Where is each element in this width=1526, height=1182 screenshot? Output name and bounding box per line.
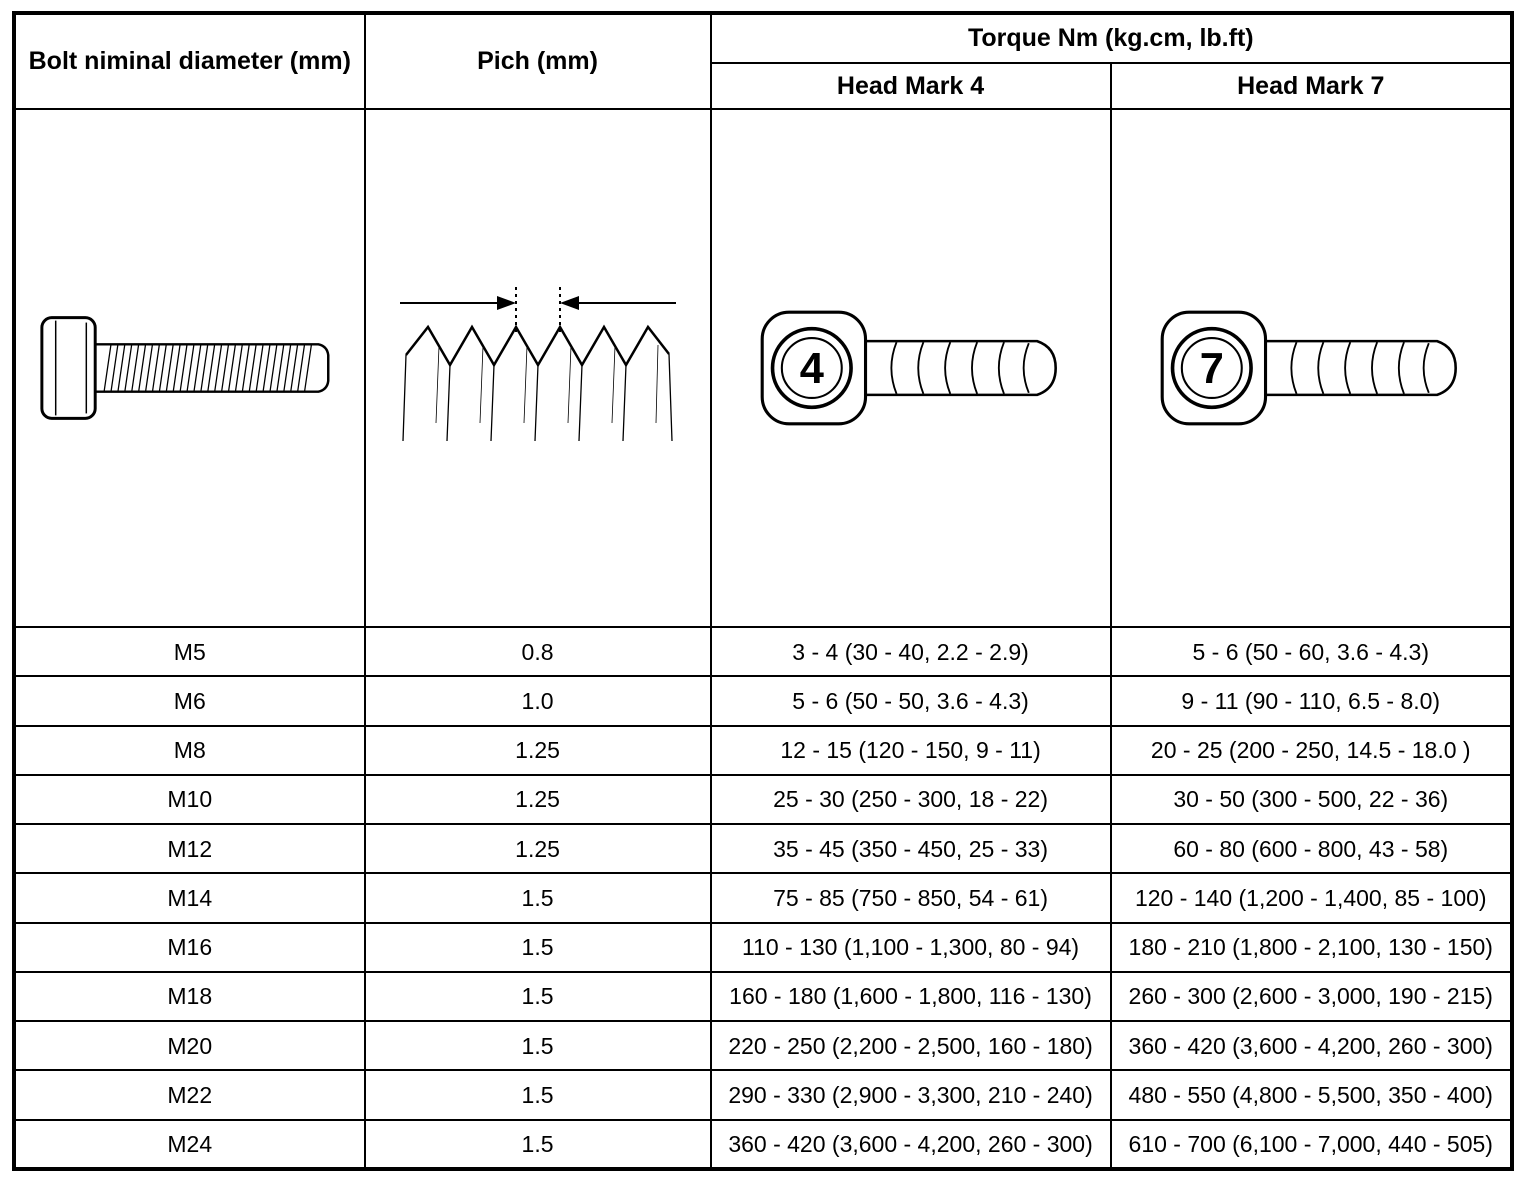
pitch-cell: 1.5	[365, 1070, 711, 1119]
column-header-pitch: Pich (mm)	[365, 13, 711, 109]
bolt-diameter-cell: M18	[14, 972, 365, 1021]
pitch-cell: 1.25	[365, 824, 711, 873]
table-row	[14, 873, 1512, 922]
pitch-cell: 0.8	[365, 627, 711, 676]
head-mark-7-torque-cell: 60 - 80 (600 - 800, 43 - 58)	[1111, 824, 1512, 873]
bolt-diameter-cell: M20	[14, 1021, 365, 1070]
head-mark-4-torque-cell: 5 - 6 (50 - 50, 3.6 - 4.3)	[711, 676, 1111, 725]
socket-bolt-illustration	[24, 303, 356, 433]
bolt-diameter-illustration-cell	[14, 109, 365, 627]
pitch-illustration-cell	[365, 109, 711, 627]
table-row	[14, 824, 1512, 873]
head-mark-7-bolt-illustration	[1120, 306, 1502, 430]
bolt-diameter-cell: M8	[14, 726, 365, 775]
table-row	[14, 1021, 1512, 1070]
table-row	[14, 627, 1512, 676]
head-mark-7-bolt-icon	[1156, 306, 1466, 430]
bolt-diameter-cell: M5	[14, 627, 365, 676]
bolt-diameter-cell: M24	[14, 1120, 365, 1169]
head-mark-7-illustration-cell	[1111, 109, 1512, 627]
table-row	[14, 775, 1512, 824]
head-mark-7-torque-cell: 20 - 25 (200 - 250, 14.5 - 18.0 )	[1111, 726, 1512, 775]
head-mark-7-torque-cell: 5 - 6 (50 - 60, 3.6 - 4.3)	[1111, 627, 1512, 676]
head-mark-4-torque-cell: 220 - 250 (2,200 - 2,500, 160 - 180)	[711, 1021, 1111, 1070]
table-row	[14, 676, 1512, 725]
head-mark-7-torque-cell: 180 - 210 (1,800 - 2,100, 130 - 150)	[1111, 923, 1512, 972]
column-header-head-mark-7: Head Mark 7	[1111, 63, 1512, 109]
illustration-row	[14, 109, 1512, 627]
bolt-diameter-cell: M22	[14, 1070, 365, 1119]
head-mark-4-bolt-illustration	[720, 306, 1102, 430]
pitch-cell: 1.5	[365, 1120, 711, 1169]
column-header-torque-group: Torque Nm (kg.cm, lb.ft)	[711, 13, 1512, 63]
head-mark-7-torque-cell: 9 - 11 (90 - 110, 6.5 - 8.0)	[1111, 676, 1512, 725]
head-mark-4-torque-cell: 160 - 180 (1,600 - 1,800, 116 - 130)	[711, 972, 1111, 1021]
head-mark-7-torque-cell: 360 - 420 (3,600 - 4,200, 260 - 300)	[1111, 1021, 1512, 1070]
head-mark-7-torque-cell: 480 - 550 (4,800 - 5,500, 350 - 400)	[1111, 1070, 1512, 1119]
table-row	[14, 1070, 1512, 1119]
table-row	[14, 972, 1512, 1021]
thread-pitch-icon	[388, 283, 688, 453]
table-row	[14, 726, 1512, 775]
header-row-1	[14, 13, 1512, 63]
head-mark-4-number: 4	[799, 345, 824, 394]
table-row	[14, 1120, 1512, 1169]
bolt-diameter-cell: M14	[14, 873, 365, 922]
head-mark-4-illustration-cell	[711, 109, 1111, 627]
bolt-diameter-cell: M16	[14, 923, 365, 972]
bolt-diameter-cell: M12	[14, 824, 365, 873]
head-mark-4-torque-cell: 110 - 130 (1,100 - 1,300, 80 - 94)	[711, 923, 1111, 972]
socket-bolt-icon	[32, 303, 348, 433]
head-mark-4-torque-cell: 3 - 4 (30 - 40, 2.2 - 2.9)	[711, 627, 1111, 676]
bolt-diameter-cell: M6	[14, 676, 365, 725]
pitch-cell: 1.25	[365, 775, 711, 824]
pitch-cell: 1.5	[365, 873, 711, 922]
head-mark-7-torque-cell: 260 - 300 (2,600 - 3,000, 190 - 215)	[1111, 972, 1512, 1021]
column-header-head-mark-4: Head Mark 4	[711, 63, 1111, 109]
head-mark-4-torque-cell: 35 - 45 (350 - 450, 25 - 33)	[711, 824, 1111, 873]
head-mark-7-torque-cell: 610 - 700 (6,100 - 7,000, 440 - 505)	[1111, 1120, 1512, 1169]
head-mark-7-torque-cell: 30 - 50 (300 - 500, 22 - 36)	[1111, 775, 1512, 824]
table-row	[14, 923, 1512, 972]
pitch-cell: 1.5	[365, 972, 711, 1021]
pitch-cell: 1.0	[365, 676, 711, 725]
head-mark-4-bolt-icon	[756, 306, 1066, 430]
head-mark-4-torque-cell: 290 - 330 (2,900 - 3,300, 210 - 240)	[711, 1070, 1111, 1119]
head-mark-4-torque-cell: 25 - 30 (250 - 300, 18 - 22)	[711, 775, 1111, 824]
head-mark-7-number: 7	[1199, 345, 1224, 394]
head-mark-4-torque-cell: 12 - 15 (120 - 150, 9 - 11)	[711, 726, 1111, 775]
pitch-cell: 1.5	[365, 923, 711, 972]
head-mark-4-torque-cell: 360 - 420 (3,600 - 4,200, 260 - 300)	[711, 1120, 1111, 1169]
head-mark-4-torque-cell: 75 - 85 (750 - 850, 54 - 61)	[711, 873, 1111, 922]
thread-pitch-illustration	[374, 283, 702, 453]
torque-spec-table	[12, 11, 1514, 1171]
column-header-bolt-diameter: Bolt niminal diameter (mm)	[14, 13, 365, 109]
pitch-cell: 1.5	[365, 1021, 711, 1070]
head-mark-7-torque-cell: 120 - 140 (1,200 - 1,400, 85 - 100)	[1111, 873, 1512, 922]
pitch-cell: 1.25	[365, 726, 711, 775]
bolt-diameter-cell: M10	[14, 775, 365, 824]
